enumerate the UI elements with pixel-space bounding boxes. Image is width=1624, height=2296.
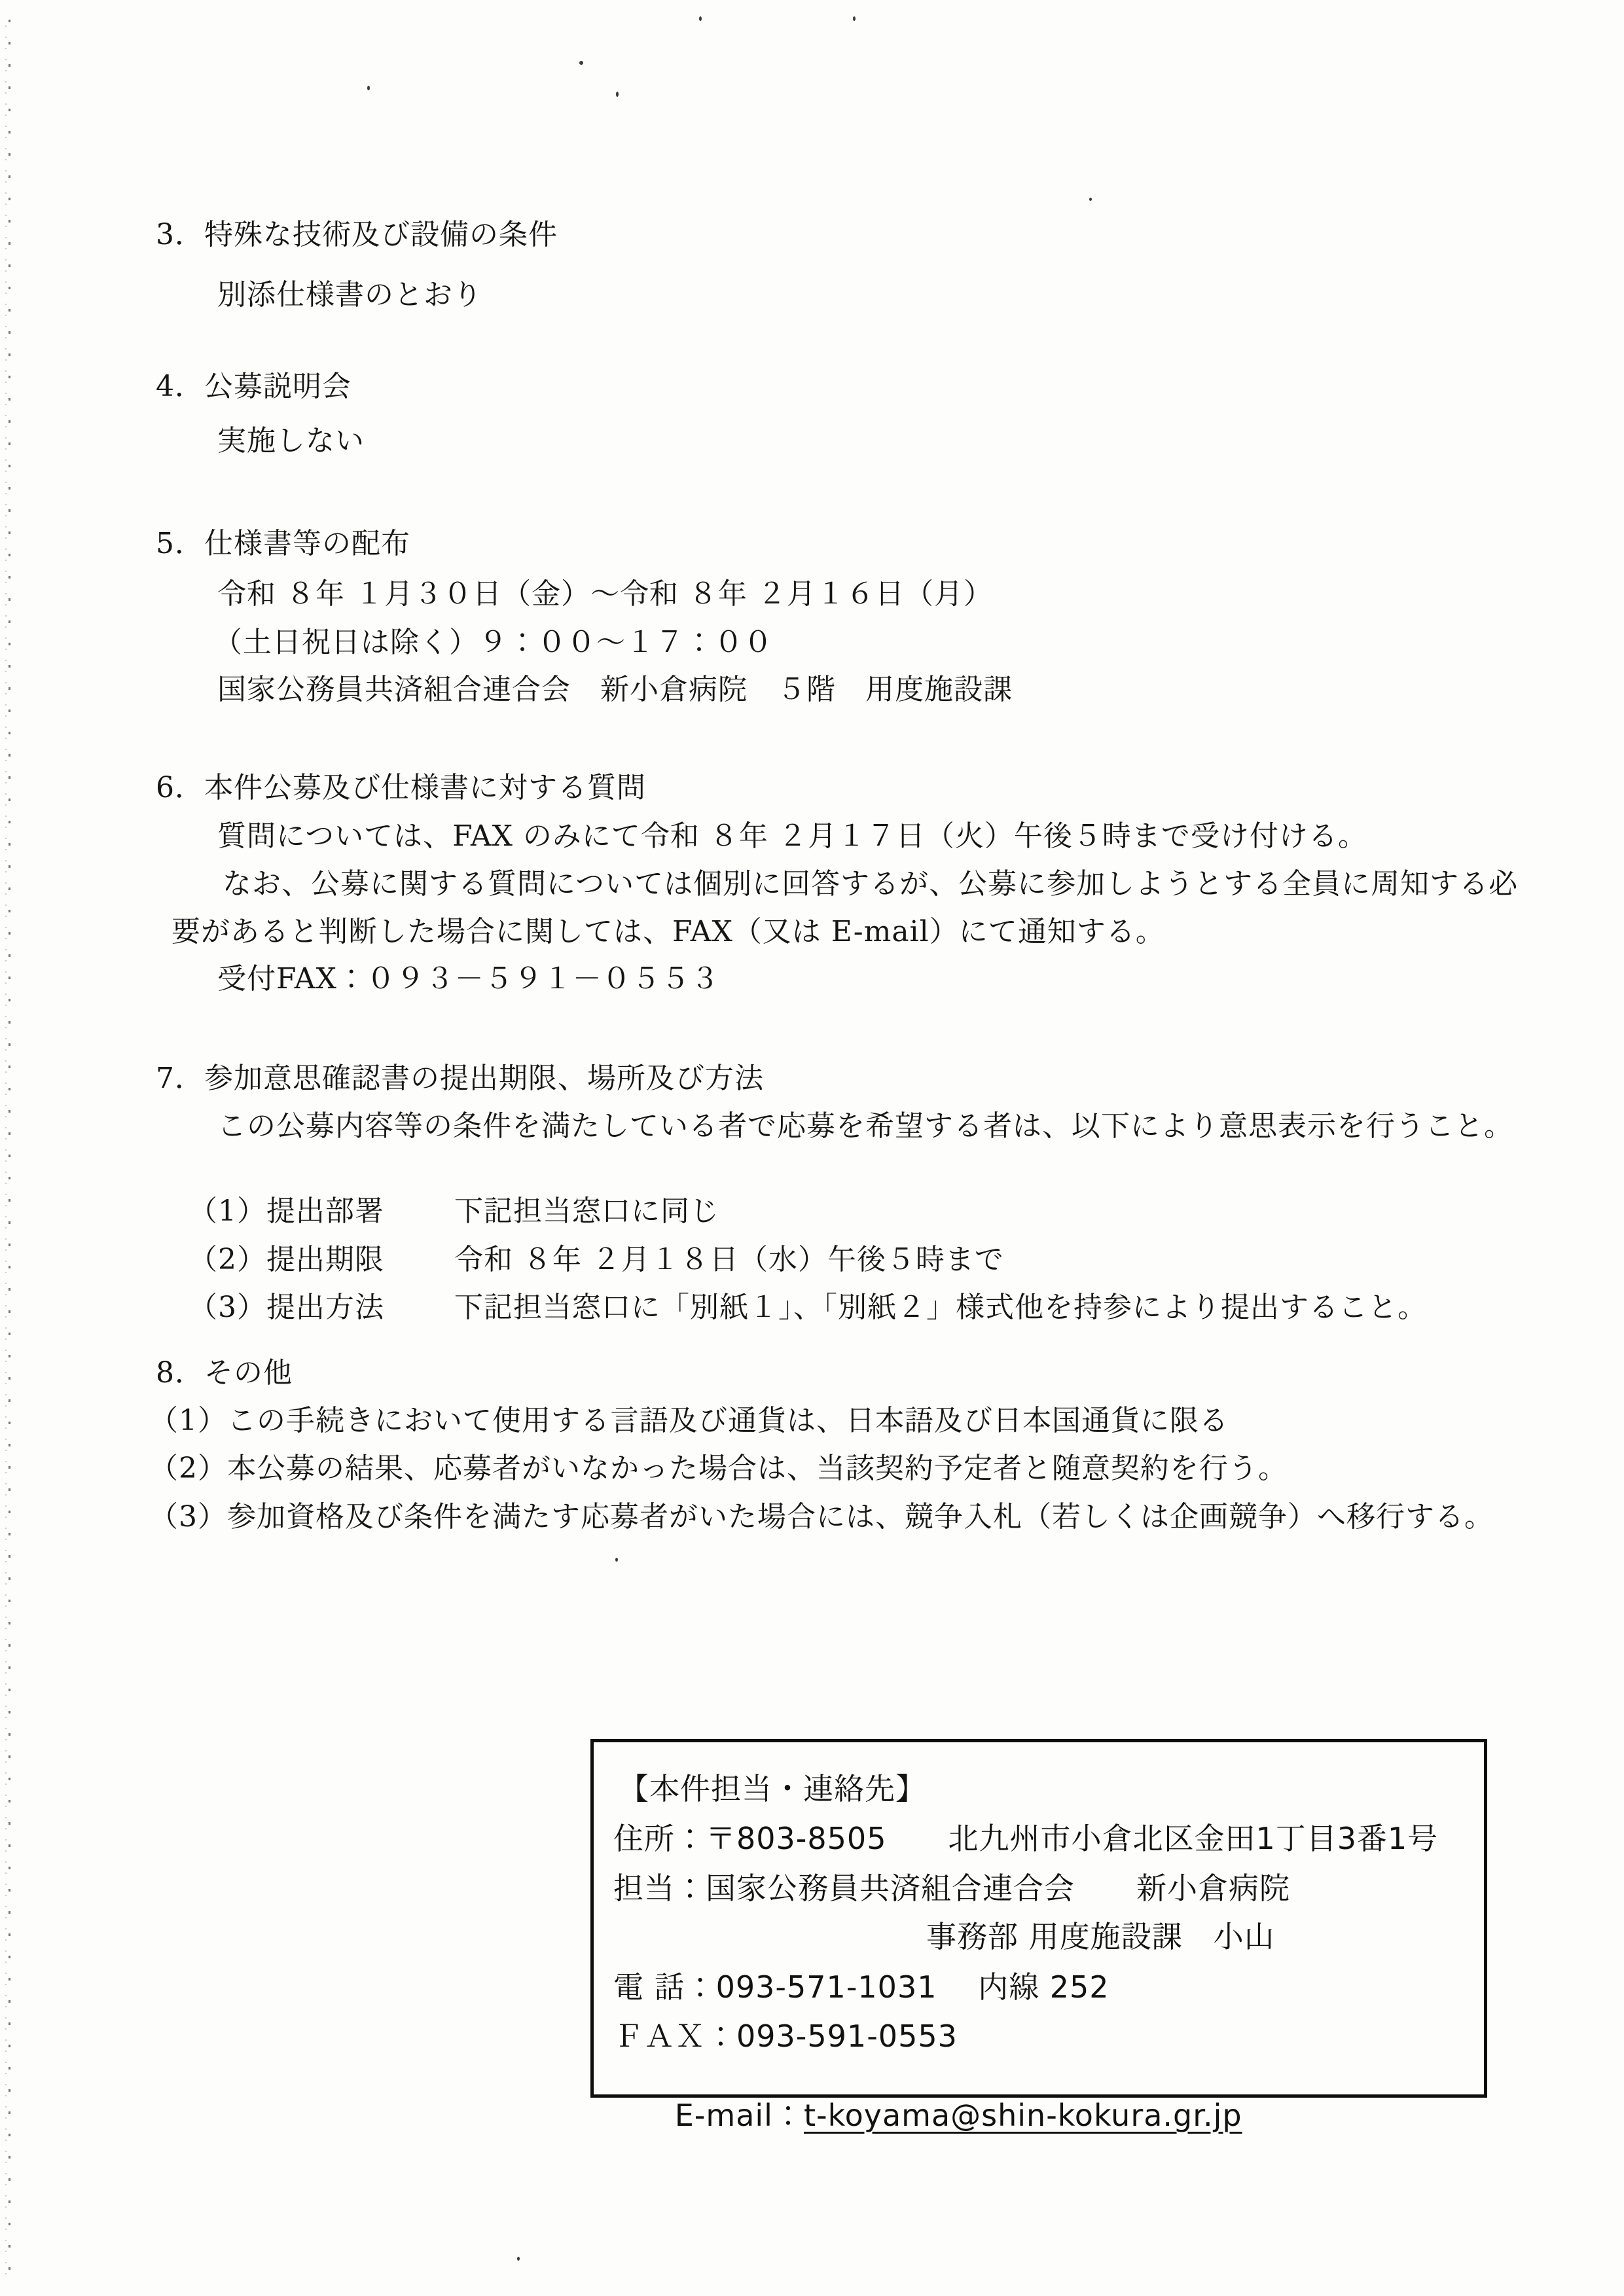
submission-method-label: （3）提出方法 (188, 1290, 384, 1324)
other-item-2: （2）本公募の結果、応募者がいなかった場合は、当該契約予定者と随意契約を行う。 (149, 1452, 1288, 1485)
contact-staff-org: 担当：国家公務員共済組合連合会 新小倉病院 (613, 1871, 1290, 1906)
section4-body: 実施しない (217, 424, 365, 457)
section5-heading: 5．仕様書等の配布 (156, 527, 410, 560)
scan-speck (1089, 198, 1092, 201)
section3-heading: 3．特殊な技術及び設備の条件 (156, 218, 558, 251)
email-label: E-mail： (674, 2097, 804, 2133)
scan-speck (517, 2257, 520, 2261)
section7-intro: この公募内容等の条件を満たしている者で応募を希望する者は、以下により意思表示を行うこと。 (217, 1109, 1513, 1143)
submission-dept-value: 下記担当窓口に同じ (454, 1194, 719, 1228)
contact-staff-dept: 事務部 用度施設課 小山 (926, 1919, 1275, 1954)
reception-fax-number: 受付FAX：０９３－５９１－０５５３ (217, 962, 720, 996)
contact-address: 住所：〒803-8505 北九州市小倉北区金田1丁目3番1号 (613, 1821, 1439, 1856)
scan-noise-left-edge (3, 20, 12, 2284)
submission-method-value: 下記担当窓口に「別紙１」、「別紙２」様式他を持参により提出すること。 (454, 1290, 1427, 1324)
section3-body: 別添仕様書のとおり (217, 278, 482, 312)
submission-deadline-label: （2）提出期限 (188, 1242, 384, 1276)
contact-fax: ＦＡＸ：093-591-0553 (613, 2018, 958, 2054)
scan-speck (616, 92, 619, 97)
question-note-line2: 要があると判断した場合に関しては、FAX（又は E-mail）にて通知する。 (171, 915, 1165, 948)
submission-method-row (149, 1257, 1427, 1359)
scan-speck (579, 61, 583, 65)
scan-speck (699, 16, 702, 21)
spec-distribution-period: 令和 ８年 １月３０日（金）～令和 ８年 ２月１６日（月） (217, 577, 993, 611)
contact-box-heading: 【本件担当・連絡先】 (619, 1771, 926, 1806)
scan-speck (853, 16, 856, 21)
section6-heading: 6．本件公募及び仕様書に対する質問 (156, 771, 646, 804)
section4-heading: 4．公募説明会 (156, 370, 352, 403)
question-note-line1: なお、公募に関する質問については個別に回答するが、公募に参加しようとする全員に周知する必 (223, 867, 1519, 901)
contact-email-row (613, 2066, 1242, 2165)
email-address: t-koyama@shin-kokura.gr.jp (803, 2097, 1242, 2133)
contact-phone: 電 話：093-571-1031 内線 252 (613, 1969, 1110, 2005)
other-item-1: （1）この手続きにおいて使用する言語及び通貨は、日本語及び日本国通貨に限る (149, 1404, 1229, 1437)
scan-speck (367, 86, 370, 90)
section7-heading: 7．参加意思確認書の提出期限、場所及び方法 (156, 1062, 764, 1095)
submission-dept-label: （1）提出部署 (188, 1194, 384, 1228)
scan-speck (615, 1558, 618, 1562)
spec-distribution-place: 国家公務員共済組合連合会 新小倉病院 ５階 用度施設課 (217, 673, 1013, 706)
question-deadline-line: 質問については、FAX のみにて令和 ８年 ２月１７日（火）午後５時まで受け付ける。 (217, 819, 1367, 853)
section8-heading: 8．その他 (156, 1356, 293, 1390)
other-item-3: （3）参加資格及び条件を満たす応募者がいた場合には、競争入札（若しくは企画競争）へ移行する。 (149, 1500, 1494, 1534)
contact-info-box (590, 1739, 1487, 2133)
submission-deadline-value: 令和 ８年 ２月１８日（水）午後５時まで (454, 1242, 1004, 1276)
spec-distribution-hours: （土日祝日は除く）９：００～１７：００ (213, 626, 773, 659)
